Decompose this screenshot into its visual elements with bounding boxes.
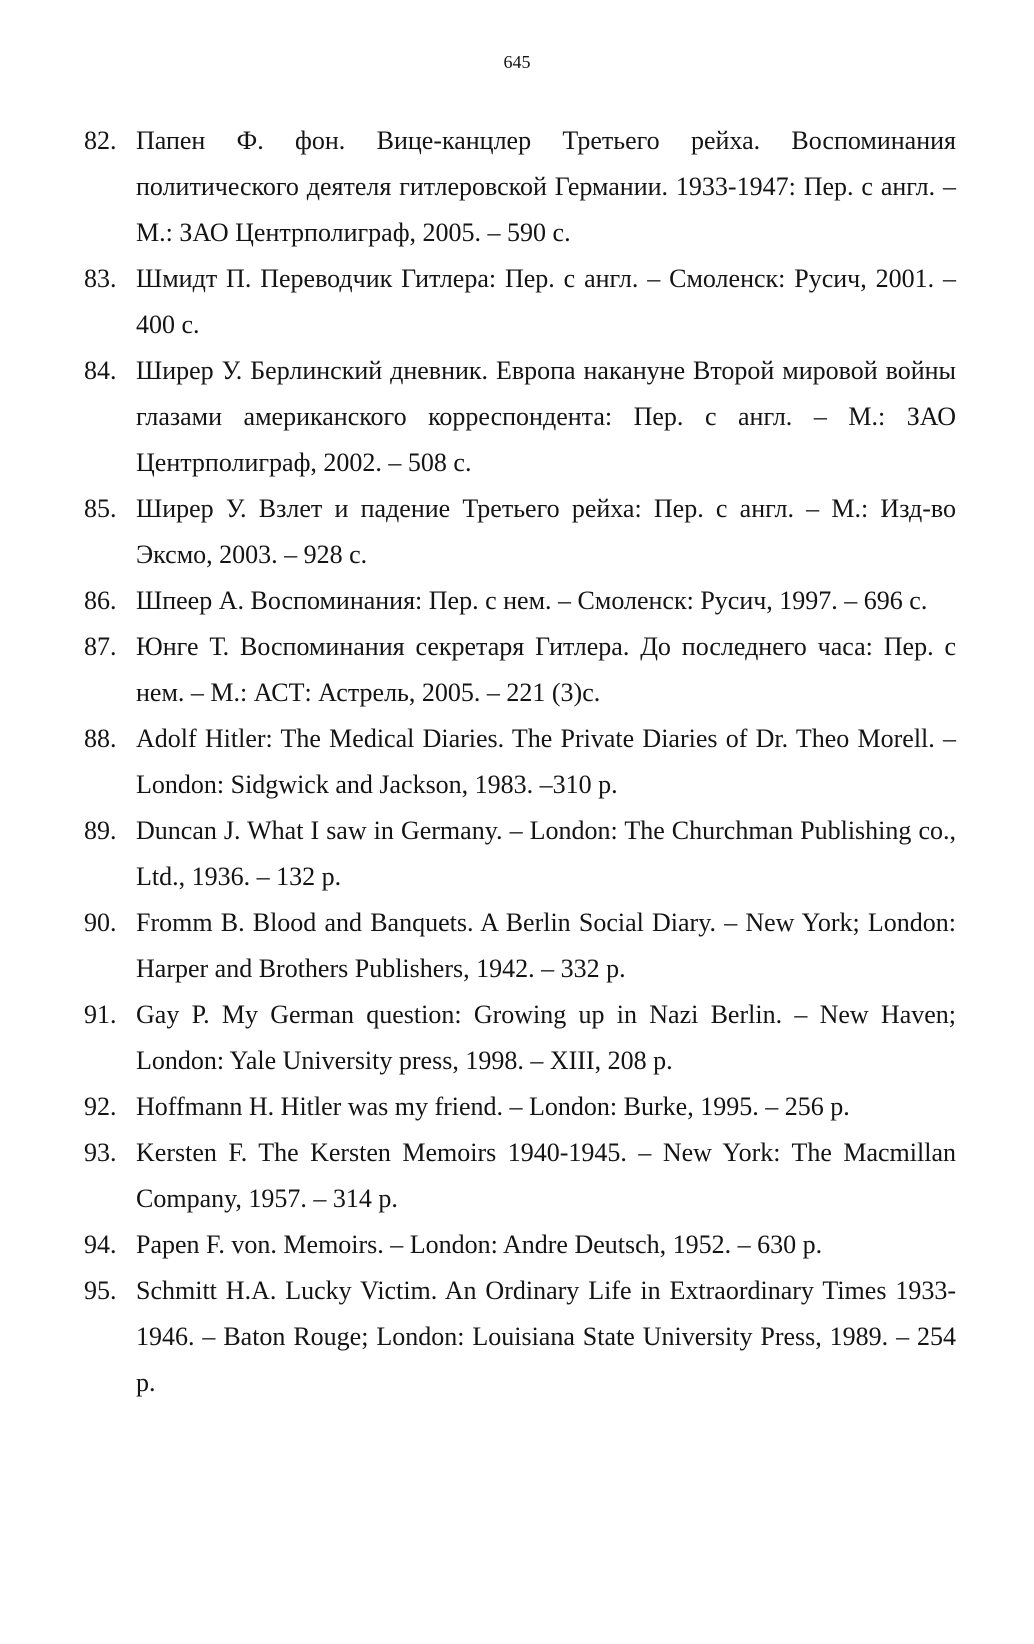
entry-text: Папен Ф. фон. Вице-канцлер Третьего рейха. Воспоминания политического деятеля гитлеровской Германии. 1933-1947: Пер. с англ. – М.: ЗАО Центрполиграф, 2005. – 590 с.	[136, 126, 956, 247]
entry-number: 89.	[84, 816, 117, 845]
bibliography-entry	[84, 992, 956, 1084]
bibliography-entry	[84, 486, 956, 578]
entry-text: Kersten F. The Kersten Memoirs 1940-1945. – New York: The Macmillan Company, 1957. – 314 p.	[136, 1138, 956, 1213]
bibliography-entry	[84, 118, 956, 256]
entry-text: Duncan J. What I saw in Germany. – London: The Churchman Publishing co., Ltd., 1936. – 132 p.	[136, 816, 956, 891]
bibliography-entry	[84, 1268, 956, 1406]
bibliography-entry	[84, 808, 956, 900]
entry-text: Adolf Hitler: The Medical Diaries. The Private Diaries of Dr. Theo Morell. – London: Sidgwick and Jackson, 1983. –310 p.	[136, 724, 956, 799]
bibliography-entry	[84, 348, 956, 486]
bibliography-entry	[84, 716, 956, 808]
bibliography-entry	[84, 578, 956, 624]
entry-number: 85.	[84, 494, 117, 523]
entry-number: 82.	[84, 126, 117, 155]
entry-text: Fromm B. Blood and Banquets. A Berlin Social Diary. – New York; London: Harper and Brothers Publishers, 1942. – 332 p.	[136, 908, 956, 983]
entry-number: 90.	[84, 908, 117, 937]
entry-number: 91.	[84, 1000, 117, 1029]
bibliography-entry	[84, 900, 956, 992]
entry-number: 92.	[84, 1092, 117, 1121]
entry-number: 86.	[84, 586, 117, 615]
bibliography-entry	[84, 256, 956, 348]
bibliography-entry	[84, 624, 956, 716]
entry-number: 84.	[84, 356, 117, 385]
bibliography-entry	[84, 1084, 956, 1130]
bibliography-list	[84, 118, 956, 1406]
entry-text: Ширер У. Взлет и падение Третьего рейха: Пер. с англ. – М.: Изд-во Эксмо, 2003. – 928 с.	[136, 494, 956, 569]
page-number: 645	[503, 52, 531, 72]
entry-text: Шмидт П. Переводчик Гитлера: Пер. с англ. – Смоленск: Русич, 2001. – 400 с.	[136, 264, 956, 339]
entry-text: Gay P. My German question: Growing up in Nazi Berlin. – New Haven; London: Yale University press, 1998. – XIII, 208 p.	[136, 1000, 956, 1075]
bibliography-entry	[84, 1222, 956, 1268]
entry-text: Schmitt H.A. Lucky Victim. An Ordinary Life in Extraordinary Times 1933-1946. – Baton Rouge; London: Louisiana State University Press, 1989. – 254 p.	[136, 1276, 956, 1397]
entry-text: Ширер У. Берлинский дневник. Европа накануне Второй мировой войны глазами американского корреспондента: Пер. с англ. – М.: ЗАО Центрполиграф, 2002. – 508 с.	[136, 356, 956, 477]
bibliography-entry	[84, 1130, 956, 1222]
entry-number: 88.	[84, 724, 117, 753]
entry-text: Юнге Т. Воспоминания секретаря Гитлера. До последнего часа: Пер. с нем. – М.: АСТ: Астрель, 2005. – 221 (3)с.	[136, 632, 956, 707]
entry-number: 95.	[84, 1276, 117, 1305]
entry-text: Шпеер А. Воспоминания: Пер. с нем. – Смоленск: Русич, 1997. – 696 с.	[136, 586, 928, 615]
entry-number: 94.	[84, 1230, 117, 1259]
entry-text: Hoffmann H. Hitler was my friend. – London: Burke, 1995. – 256 p.	[136, 1092, 850, 1121]
entry-text: Papen F. von. Memoirs. – London: Andre Deutsch, 1952. – 630 p.	[136, 1230, 823, 1259]
entry-number: 93.	[84, 1138, 117, 1167]
entry-number: 87.	[84, 632, 117, 661]
entry-number: 83.	[84, 264, 117, 293]
